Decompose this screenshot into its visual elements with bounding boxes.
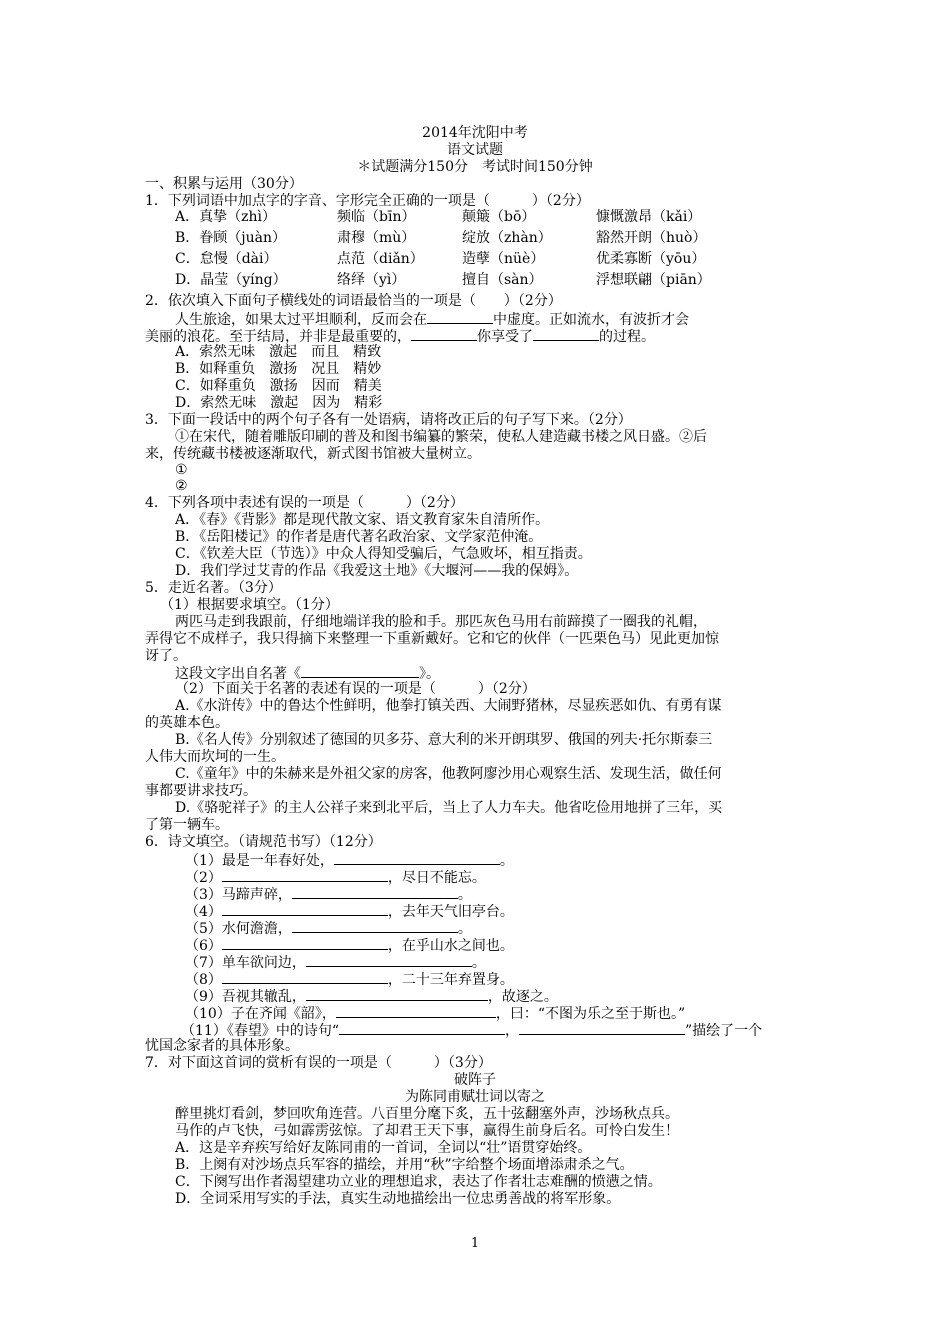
q4-option-d: D．我们学过艾青的作品《我爱这土地》《大堰河——我的保姆》。 — [175, 563, 579, 579]
ci-subtitle: 为陈同甫赋壮词以寄之 — [405, 1089, 545, 1105]
section-heading: 一、积累与运用（30分） — [145, 176, 303, 192]
exam-subject: 语文试题 — [447, 142, 503, 158]
q5-sub2: （2）下面关于名著的表述有误的一项是（ ）（2分） — [175, 681, 536, 697]
q4-option-a: A．《春》《背影》都是现代散文家、语文教育家朱自清所作。 — [175, 512, 550, 528]
q1-option-d-4: 浮想联翩（piān） — [596, 272, 711, 288]
q5-passage-line3: 讶了。 — [145, 648, 187, 664]
q1-stem: 1．下列词语中加点字的字音、字形完全正确的一项是（ ）（2分） — [145, 193, 590, 209]
q4-stem: 4．下列各项中表述有误的一项是（ ）（2分） — [145, 495, 464, 511]
page-number: 1 — [470, 1236, 480, 1251]
q2-passage-line1: 人生旅途，如果太过平坦顺利，反而会在 中虚度。正如流水，有波折才会 — [175, 312, 689, 328]
q2-passage-line2: 美丽的浪花。至于结局，并非是最重要的， 你享受了 的过程。 — [145, 329, 655, 345]
q6-line6: （6） ，在乎山水之间也。 — [185, 938, 514, 954]
q7-option-c: C．下阕写出作者渴望建功立业的理想追求，表达了作者壮志难酬的愤懑之情。 — [175, 1174, 662, 1190]
q1-option-a-1: A．真挚（zhì） — [175, 209, 276, 225]
q1-option-a-2: 频临（bīn） — [337, 209, 416, 225]
ci-line2: 马作的卢飞快，弓如霹雳弦惊。了却君王天下事，赢得生前身后名。可怜白发生！ — [175, 1123, 679, 1139]
q1-option-c-1: C．怠慢（dài） — [175, 251, 278, 267]
q1-option-c-3: 造孽（nüè） — [462, 251, 545, 267]
q5-option-a-line2: 的英雄本色。 — [145, 715, 229, 731]
q5-option-d-line2: 了第一辆车。 — [145, 817, 229, 833]
q5-passage-line1: 两匹马走到我跟前，仔细地端详我的脸和手。那匹灰色马用右前蹄摸了一圈我的礼帽， — [175, 614, 707, 630]
q5-option-b-line1: B.《名人传》分别叙述了德国的贝多芬、意大利的米开朗琪罗、俄国的列夫·托尔斯泰三 — [175, 732, 713, 748]
q6-stem: 6．诗文填空。（请规范书写）（12分） — [145, 834, 382, 850]
q1-option-d-3: 擅自（sàn） — [462, 272, 543, 288]
q1-option-b-2: 肃穆（mù） — [337, 230, 416, 246]
q5-passage-line2: 弄得它不成样子，我只得摘下来整理一下重新戴好。它和它的伙伴（一匹栗色马）见此更加惊 — [145, 631, 719, 647]
exam-info: ＊试题满分150分 考试时间150分钟 — [357, 159, 593, 175]
q2-stem: 2．依次填入下面句子横线处的词语最恰当的一项是（ ）（2分） — [145, 293, 562, 309]
q3-answer-2: ② — [175, 478, 188, 494]
q6-line1: （1）最是一年春好处， 。 — [185, 853, 514, 869]
q7-option-d: D．全词采用写实的手法，真实生动地描绘出一位忠勇善战的将军形象。 — [175, 1191, 621, 1207]
q6-line11-cont: 忧国念家者的具体形象。 — [145, 1038, 299, 1054]
q3-answer-1: ① — [175, 462, 188, 478]
q1-option-b-4: 豁然开朗（huò） — [596, 230, 707, 246]
q2-option-d: D．索然无味 激起 因为 精彩 — [175, 395, 383, 411]
q5-option-c-line2: 事都要讲求技巧。 — [145, 783, 257, 799]
q6-line10: （10）子在齐闻《韶》， ，曰：“不图为乐之至于斯也。” — [185, 1006, 686, 1022]
q4-option-c: C．《钦差大臣（节选）》中众人得知受骗后，气急败坏，相互指责。 — [175, 546, 592, 562]
q1-option-a-3: 颠簸（bō） — [462, 209, 536, 225]
q6-line4: （4） ，去年天气旧亭台。 — [185, 904, 514, 920]
q1-option-b-3: 绽放（zhàn） — [462, 230, 552, 246]
q6-line8: （8） ，二十三年弃置身。 — [185, 972, 514, 988]
q5-option-c-line1: C.《童年》中的朱赫来是外祖父家的房客，他教阿廖沙用心观察生活、发现生活，做任何 — [175, 766, 722, 782]
ci-line1: 醉里挑灯看剑，梦回吹角连营。八百里分麾下炙，五十弦翻塞外声，沙场秋点兵。 — [175, 1106, 679, 1122]
q6-line5: （5）水何澹澹， 。 — [185, 921, 472, 937]
q7-option-b: B．上阕有对沙场点兵军容的描绘，并用“秋”字给整个场面增添肃杀之气。 — [175, 1157, 634, 1173]
q3-passage-line2: 来，传统藏书楼被逐渐取代，新式图书馆被大量树立。 — [145, 446, 481, 462]
q3-passage-line1: ①在宋代，随着雕版印刷的普及和图书编纂的繁荣，使私人建造藏书楼之风日盛。②后 — [175, 429, 707, 445]
q5-stem: 5．走近名著。（3分） — [145, 580, 282, 596]
q2-option-a: A．索然无味 激起 而且 精致 — [175, 344, 382, 360]
q5-option-b-line2: 人伟大而坎坷的一生。 — [145, 749, 285, 765]
q6-line9: （9）吾视其辙乱， ，故逐之。 — [185, 989, 558, 1005]
q7-stem: 7．对下面这首词的赏析有误的一项是（ ）（3分） — [145, 1055, 492, 1071]
q2-option-c: C．如释重负 激扬 因而 精美 — [175, 378, 382, 394]
q6-line7: （7）单车欲问边， 。 — [185, 955, 486, 971]
q1-option-c-2: 点范（diǎn） — [337, 251, 424, 267]
q5-sub1: （1）根据要求填空。（1分） — [160, 597, 339, 613]
q1-option-c-4: 优柔寡断（yōu） — [596, 251, 706, 267]
q6-line11: （11）《春望》中的诗句“ ， ”描绘了一个 — [181, 1023, 763, 1039]
q6-line2: （2） ，尽日不能忘。 — [185, 870, 486, 886]
q5-fill-line: 这段文字出自名著《 》。 — [175, 666, 440, 682]
q2-option-b: B．如释重负 激扬 况且 精妙 — [175, 361, 382, 377]
ci-title: 破阵子 — [454, 1072, 496, 1088]
q1-option-b-1: B．眷顾（juàn） — [175, 230, 287, 246]
q5-option-d-line1: D.《骆驼祥子》的主人公祥子来到北平后，当上了人力车夫。他省吃俭用地拼了三年，买 — [175, 800, 723, 816]
q6-line3: （3）马蹄声碎， 。 — [185, 887, 472, 903]
q4-option-b: B．《岳阳楼记》的作者是唐代著名政治家、文学家范仲淹。 — [175, 529, 543, 545]
q5-option-a-line1: A.《水浒传》中的鲁达个性鲜明，他拳打镇关西、大闹野猪林，尽显疾恶如仇、有勇有谋 — [175, 698, 722, 714]
exam-title: 2014年沈阳中考 — [422, 125, 528, 141]
q7-option-a: A．这是辛弃疾写给好友陈同甫的一首词，全词以“壮”语贯穿始终。 — [175, 1140, 592, 1156]
q1-option-d-1: D．晶莹（yíng） — [175, 272, 287, 288]
q3-stem: 3．下面一段话中的两个句子各有一处语病，请将改正后的句子写下来。（2分） — [145, 412, 632, 428]
q1-option-d-2: 络绎（yì） — [337, 272, 406, 288]
q1-option-a-4: 慷慨激昂（kǎi） — [596, 209, 702, 225]
